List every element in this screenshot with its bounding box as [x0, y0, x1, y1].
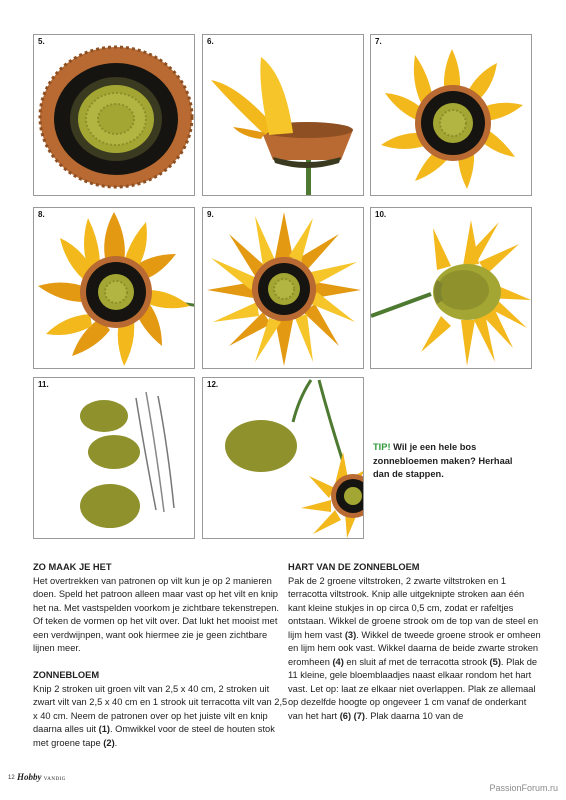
section-heading-sunflower: ZONNEBLOEM	[33, 670, 100, 680]
magazine-logo: Hobby VANDIG	[17, 772, 66, 782]
step-photo-9	[202, 207, 364, 369]
step-ref: (5)	[489, 656, 501, 667]
step-ref: (2)	[103, 737, 115, 748]
tip-box	[373, 441, 523, 482]
step-photo-6	[202, 34, 364, 196]
step-photo-8	[33, 207, 195, 369]
tip-text: Wil je een hele bos zonnebloemen maken? Herhaal dan de stappen.	[373, 442, 513, 479]
section-heading-how-to: ZO MAAK JE HET	[33, 562, 112, 572]
step-number: 7.	[375, 37, 382, 46]
first-petals-glued-image	[203, 35, 364, 196]
leaves-attached-to-stem-image	[203, 378, 364, 539]
sunflower-paragraph: Knip 2 stroken uit groen vilt van 2,5 x 40 cm, 2 stroken uit zwart vilt van 2,5 x 40 cm en 1 strook uit terracotta vilt van 2,5 x 40 cm. Neem de patronen over op het juiste vilt en knip daarna alles uit (1). Omwikkel voor de steel de houten stok met groene tape (2).	[33, 683, 288, 748]
step-number: 5.	[38, 37, 45, 46]
step-photo-10	[370, 207, 532, 369]
tip-label: TIP!	[373, 442, 391, 452]
heart-paragraph: Pak de 2 groene viltstroken, 2 zwarte viltstroken en 1 terracotta viltstrook. Knip alle uitgeknipte stroken aan één kant kleine stukjes in op circa 0,5 cm, zodat er rafeltjes ontstaan. Wikkel de groene strook om de top van de steel en lijm hem vast (3). Wikkel de tweede groene strook er omheen en lijm hem ook vast. Wikkel daarna de beide zwarte stroken eromheen (4) en sluit af met de terracotta strook (5). Plak de 11 kleine, gele bloemblaadjes naast elkaar rondom het hart vast. Let op: laat ze elkaar niet overlappen. Plak ze allemaal op dezelfde hoogte op ongeveer 1 cm vanaf de onderkant van het hart (6) (7). Plak daarna 10 van de	[288, 575, 541, 721]
second-petal-layer-image	[34, 208, 195, 369]
step-photo-12	[202, 377, 364, 539]
step-photo-7	[370, 34, 532, 196]
step-number: 8.	[38, 210, 45, 219]
sunflower-back-view-image	[371, 208, 532, 369]
step-photo-11	[33, 377, 195, 539]
instructions-left-column	[33, 561, 288, 750]
step-number: 10.	[375, 210, 387, 219]
step-number: 6.	[207, 37, 214, 46]
step-number: 11.	[38, 380, 49, 389]
step-ref: (1)	[98, 724, 111, 734]
section-heading-heart: HART VAN DE ZONNEBLOEM	[288, 562, 420, 572]
petals-around-heart-image	[371, 35, 532, 196]
step-ref: (7)	[353, 710, 366, 721]
how-to-paragraph: Het overtrekken van patronen op vilt kun je op 2 manieren doen. Speld het patroon alleen maar vast op het vilt en knip het na. Met vastspelden voorkom je zichtbare tekenstrepen. Of teken de vormen op het vilt over. Dat lukt het mooist met een verdwijnpen, want ook hiermee zie je geen zichtbare lijnen meer.	[33, 575, 279, 653]
step-ref: (4)	[332, 656, 344, 667]
felt-heart-rolled-image	[34, 35, 195, 196]
step-photo-5	[33, 34, 195, 196]
step-number: 12.	[207, 380, 219, 389]
page-number: 12	[8, 775, 15, 781]
watermark: PassionForum.ru	[489, 783, 558, 793]
full-sunflower-image	[203, 208, 364, 369]
step-number: 9.	[207, 210, 214, 219]
instructions-right-column	[288, 561, 543, 723]
step-ref: (3)	[344, 629, 357, 640]
step-ref: (6)	[339, 710, 352, 721]
green-leaves-and-wires-image	[34, 378, 195, 539]
